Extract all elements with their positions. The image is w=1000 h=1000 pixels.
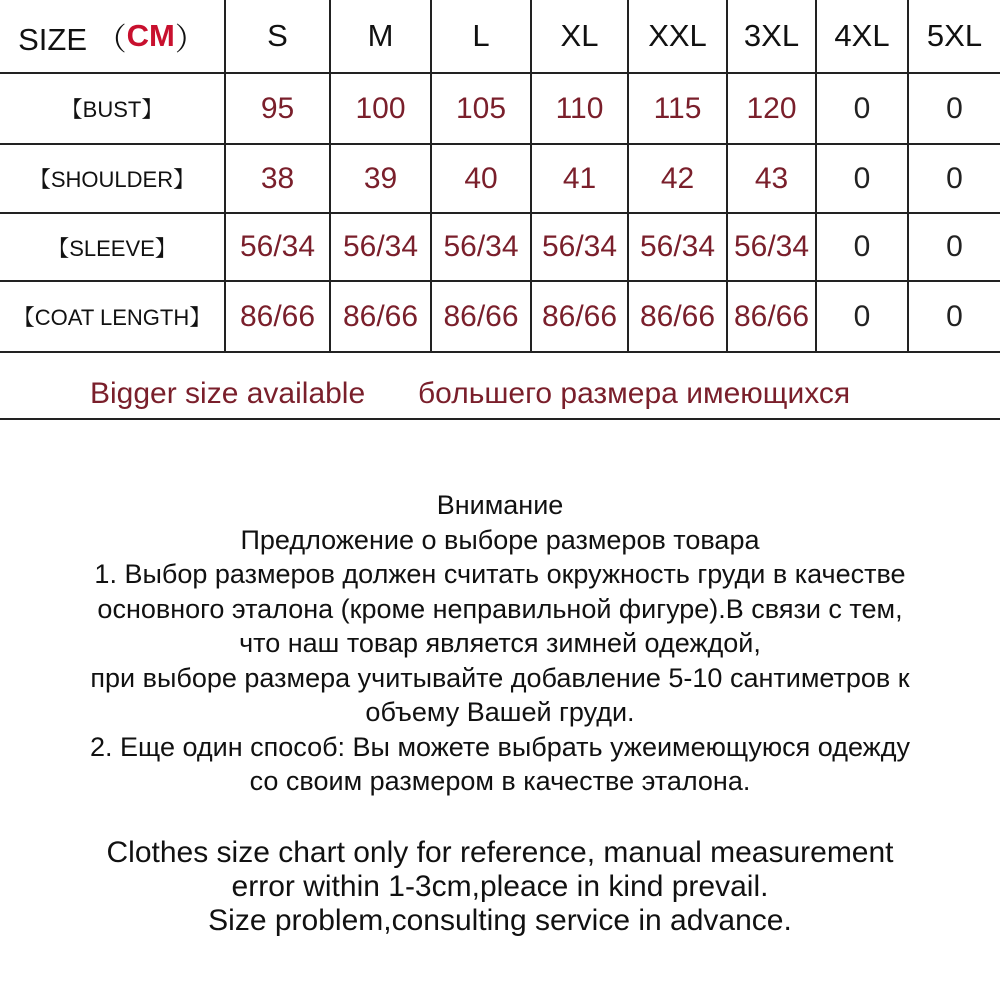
size-header: L xyxy=(472,18,490,53)
size-header: XXL xyxy=(648,18,707,53)
row-label-coat-length: 【COAT LENGTH】 xyxy=(12,305,212,330)
size-label: SIZE （ xyxy=(18,21,127,57)
table-cell: 0 xyxy=(946,299,963,333)
notice-line: при выборе размера учитывайте добавление 5-10 сантиметров к xyxy=(90,662,910,693)
reference-note xyxy=(0,836,1000,938)
table-cell: 56/34 xyxy=(733,230,810,263)
note-line: Clothes size chart only for reference, manual measurement xyxy=(106,836,894,869)
table-cell: 95 xyxy=(260,91,295,125)
table-cell: 0 xyxy=(853,91,871,125)
table-cell: 56/34 xyxy=(639,230,716,263)
bigger-size-russian: большего размера имеющихся xyxy=(418,377,851,410)
unit-label: CM xyxy=(126,18,175,53)
row-label-sleeve: 【SLEEVE】 xyxy=(47,235,177,261)
table-cell: 0 xyxy=(853,230,871,263)
table-cell: 100 xyxy=(355,91,406,125)
table-cell: 86/66 xyxy=(239,299,316,333)
table-cell: 0 xyxy=(853,161,871,195)
table-cell: 86/66 xyxy=(443,299,519,333)
table-cell: 56/34 xyxy=(541,230,618,263)
size-label-close: ） xyxy=(174,21,206,57)
table-cell: 40 xyxy=(464,161,498,195)
table-cell: 41 xyxy=(562,161,597,195)
notice-line: что наш товар является зимней одеждой, xyxy=(239,628,761,658)
notice-line: 1. Выбор размеров должен считать окружность груди в качестве xyxy=(94,559,906,589)
table-divider xyxy=(0,418,1000,420)
table-cell: 39 xyxy=(363,161,398,195)
table-cell: 86/66 xyxy=(541,299,618,333)
notice-line: Предложение о выборе размеров товара xyxy=(240,524,760,555)
table-cell: 0 xyxy=(946,91,963,125)
notice-heading: Внимание xyxy=(436,490,564,520)
size-header: S xyxy=(267,18,288,53)
bigger-size-english: Bigger size available xyxy=(90,377,366,410)
table-cell: 120 xyxy=(746,91,797,125)
table-cell: 86/66 xyxy=(733,299,810,333)
table-divider xyxy=(0,351,1000,353)
table-cell: 0 xyxy=(946,230,963,263)
table-cell: 86/66 xyxy=(639,299,716,333)
table-cell: 0 xyxy=(853,299,871,333)
note-line: Size problem,consulting service in advance. xyxy=(208,904,792,937)
table-cell: 56/34 xyxy=(342,230,419,263)
table-cell: 56/34 xyxy=(239,230,316,263)
table-cell: 42 xyxy=(660,161,695,195)
size-advice-notice xyxy=(0,488,1000,799)
table-cell: 110 xyxy=(555,91,604,125)
note-line: error within 1-3cm,pleace in kind prevail. xyxy=(231,870,769,903)
table-cell: 105 xyxy=(455,91,507,125)
notice-line: со своим размером в качестве эталона. xyxy=(249,766,751,796)
notice-line: основного эталона (кроме неправильной фигуре).В связи с тем, xyxy=(97,593,903,624)
size-header: 5XL xyxy=(926,18,983,53)
notice-line: 2. Еще один способ: Вы можете выбрать ужеимеющуюся одежду xyxy=(90,731,910,762)
table-cell: 86/66 xyxy=(342,299,419,333)
size-header: 3XL xyxy=(743,18,800,53)
table-cell: 56/34 xyxy=(443,230,519,263)
notice-line: объему Вашей груди. xyxy=(365,697,635,727)
size-header: M xyxy=(367,18,394,53)
size-header: XL xyxy=(560,18,599,53)
table-cell: 115 xyxy=(653,91,702,125)
size-header: 4XL xyxy=(834,18,890,53)
table-cell: 38 xyxy=(260,161,295,195)
row-label-bust: 【BUST】 xyxy=(60,97,164,122)
table-cell: 43 xyxy=(754,161,789,195)
table-cell: 0 xyxy=(946,161,963,195)
size-unit-header xyxy=(0,0,224,72)
row-label-shoulder: 【SHOULDER】 xyxy=(28,167,196,192)
